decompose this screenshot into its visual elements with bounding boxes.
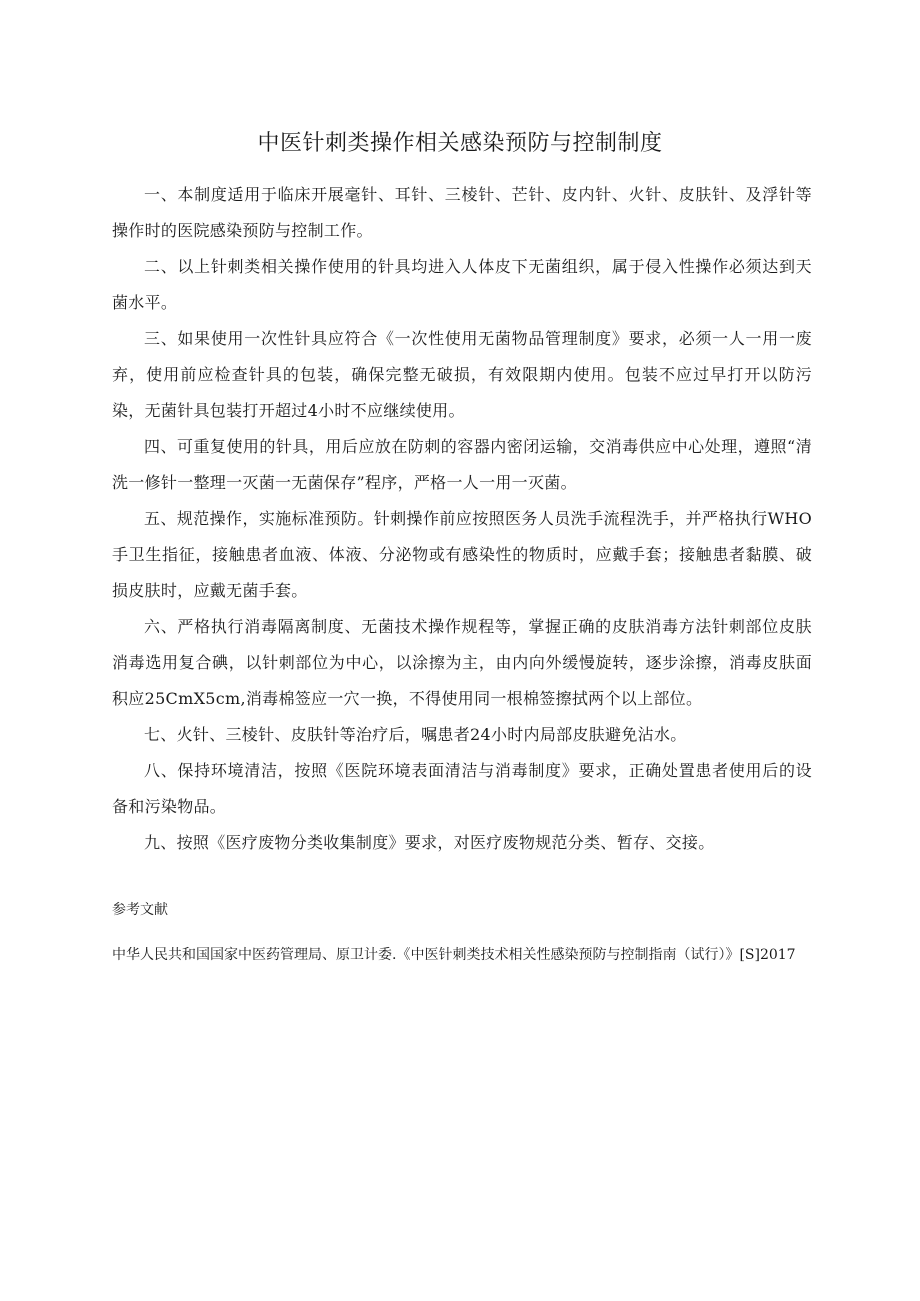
clause-3: 三、如果使用一次性针具应符合《一次性使用无菌物品管理制度》要求，必须一人一用一废弃，使用前应检查针具的包装，确保完整无破损，有效限期内使用。包装不应过早打开以防污染，无菌针具包装打开超过4小时不应继续使用。 xyxy=(112,329,812,420)
clause-2: 二、以上针刺类相关操作使用的针具均进入人体皮下无菌组织，属于侵入性操作必须达到天菌水平。 xyxy=(112,257,812,312)
clause-9: 九、按照《医疗废物分类收集制度》要求，对医疗废物规范分类、暂存、交接。 xyxy=(144,833,715,852)
clause-4: 四、可重复使用的针具，用后应放在防刺的容器内密闭运输，交消毒供应中心处理，遵照“清洗一修针一整理一灭菌一无菌保存”程序，严格一人一用一灭菌。 xyxy=(112,437,812,492)
clause-8: 八、保持环境清洁，按照《医院环境表面清洁与消毒制度》要求，正确处置患者使用后的设备和污染物品。 xyxy=(112,761,812,816)
clause-5: 五、规范操作，实施标准预防。针刺操作前应按照医务人员洗手流程洗手，并严格执行WHO手卫生指征，接触患者血液、体液、分泌物或有感染性的物质时，应戴手套；接触患者黏膜、破损皮肤时，应戴无菌手套。 xyxy=(112,509,812,600)
clause-7: 七、火针、三棱针、皮肤针等治疗后，嘱患者24小时内局部皮肤避免沾水。 xyxy=(144,725,687,744)
references-section xyxy=(112,895,812,973)
references-heading: 参考文献 xyxy=(112,902,168,918)
document-body xyxy=(112,177,812,861)
clause-6: 六、严格执行消毒隔离制度、无菌技术操作规程等，掌握正确的皮肤消毒方法针刺部位皮肤消毒选用复合碘，以针刺部位为中心，以涂擦为主，由内向外缓慢旋转，逐步涂擦，消毒皮肤面积应25CmX5cm,消毒棉签应一穴一换，不得使用同一根棉签擦拭两个以上部位。 xyxy=(112,617,812,708)
clause-1: 一、本制度适用于临床开展毫针、耳针、三棱针、芒针、皮内针、火针、皮肤针、及浮针等操作时的医院感染预防与控制工作。 xyxy=(112,185,812,240)
document-title: 中医针刺类操作相关感染预防与控制制度 xyxy=(257,131,663,156)
reference-item: 中华人民共和国国家中医药管理局、原卫计委.《中医针刺类技术相关性感染预防与控制指南（试行）》[S]2017 xyxy=(112,947,796,963)
